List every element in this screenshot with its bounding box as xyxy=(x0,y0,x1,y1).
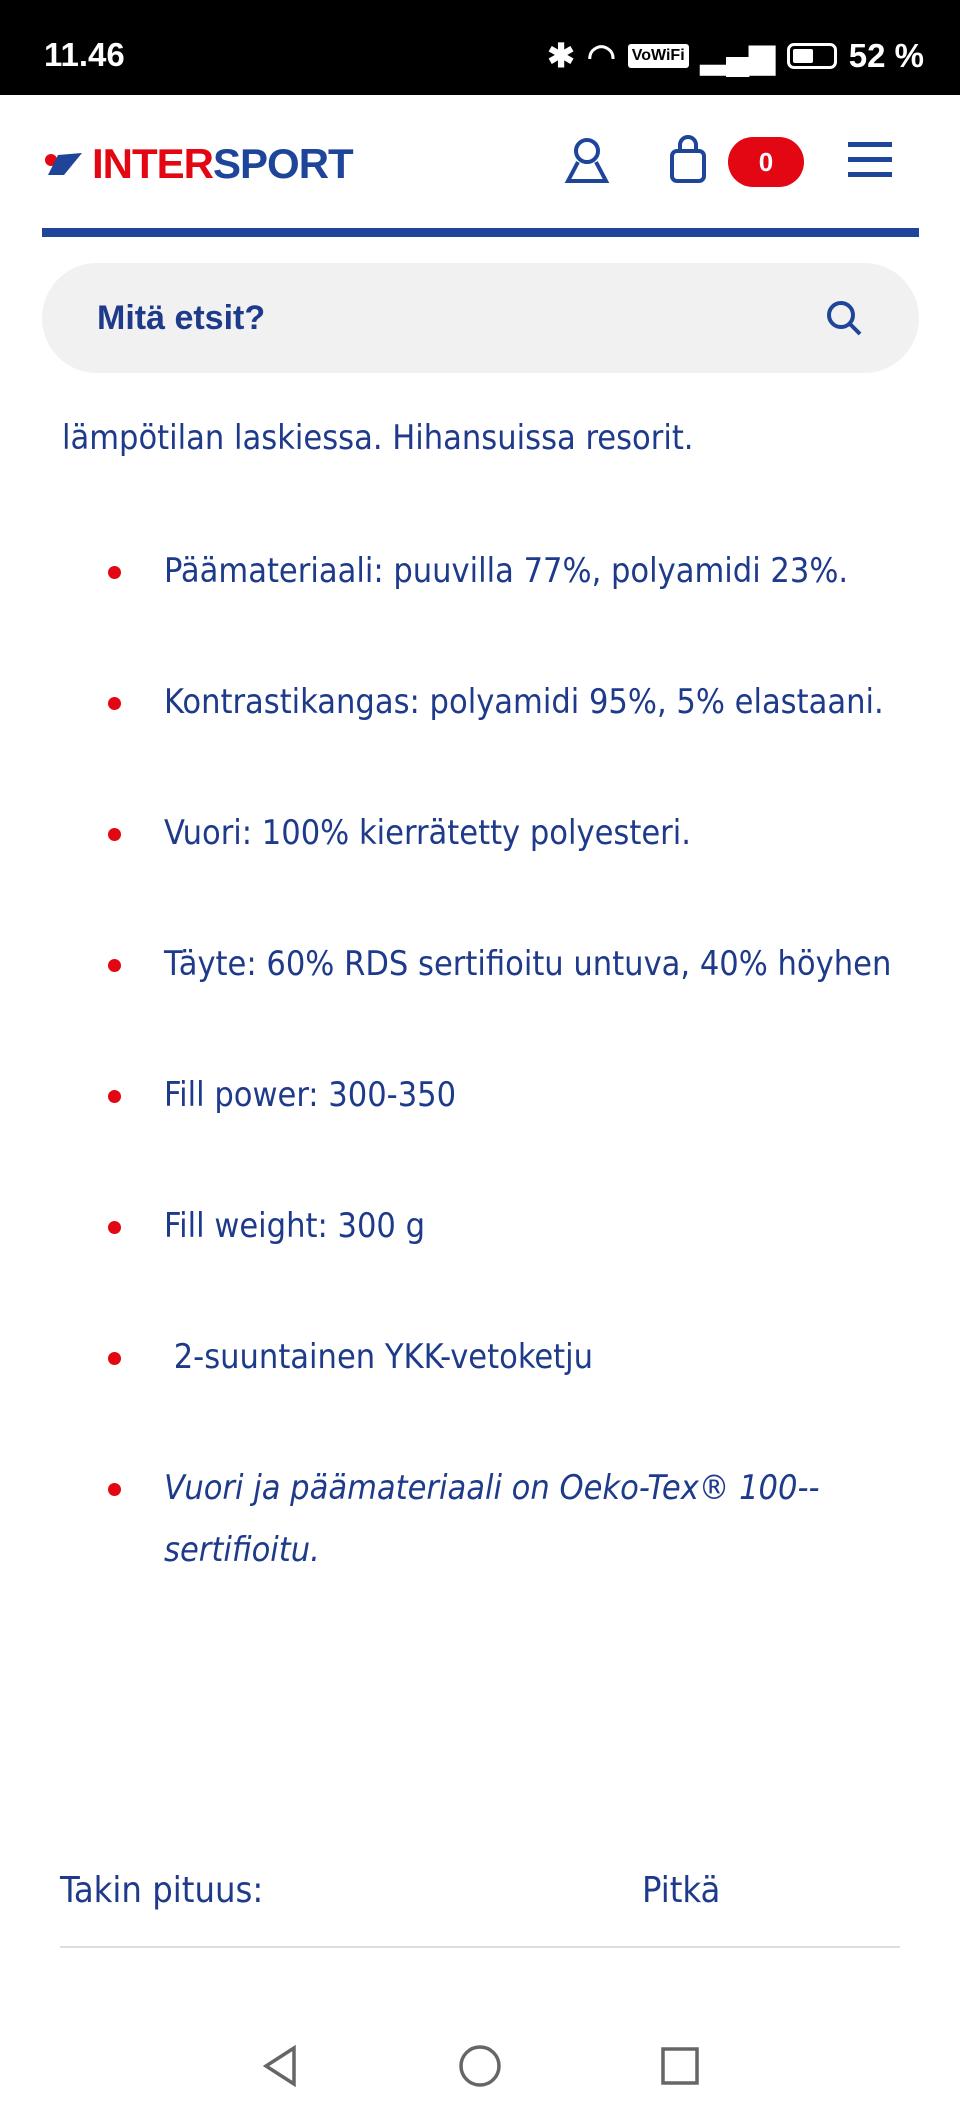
list-item: Päämateriaali: puuvilla 77%, polyamidi 23%. xyxy=(0,540,960,602)
vowifi-icon: VoWiFi xyxy=(628,44,689,68)
search-icon[interactable] xyxy=(824,298,864,338)
android-nav-bar xyxy=(0,2030,960,2118)
search-input[interactable] xyxy=(42,263,919,373)
search-placeholder: Mitä etsit? xyxy=(97,298,266,337)
list-item: Täyte: 60% RDS sertifioitu untuva, 40% höyhen xyxy=(0,933,960,995)
bullet-icon xyxy=(108,697,121,710)
battery-level: 52 % xyxy=(848,36,924,74)
list-item: Vuori: 100% kierrätetty polyesteri. xyxy=(0,802,960,864)
cart-icon[interactable] xyxy=(668,135,708,185)
back-icon[interactable] xyxy=(260,2044,300,2088)
cart-count-badge[interactable]: 0 xyxy=(728,137,804,187)
list-item: Fill power: 300-350 xyxy=(0,1064,960,1126)
spec-value: Pitkä xyxy=(642,1870,721,1911)
wifi-icon: ◠ xyxy=(586,37,616,74)
account-icon[interactable] xyxy=(562,135,612,185)
list-item: Vuori ja päämateriaali on Oeko-Tex® 100--sertifioitu. xyxy=(0,1457,960,1581)
spec-label: Takin pituus: xyxy=(60,1870,264,1911)
signal-icon: ▂▄▆ xyxy=(700,37,775,74)
bullet-icon xyxy=(108,1090,121,1103)
status-bar xyxy=(0,0,960,95)
home-icon[interactable] xyxy=(458,2044,502,2088)
bullet-icon xyxy=(108,959,121,972)
spec-row xyxy=(60,1870,900,1911)
intersport-logo[interactable]: INTER SPORT xyxy=(44,140,353,188)
logo-mark-icon xyxy=(44,151,84,177)
status-time: 11.46 xyxy=(44,36,125,73)
list-item: Kontrastikangas: polyamidi 95%, 5% elastaani. xyxy=(0,671,960,733)
feature-list xyxy=(0,540,960,1650)
bullet-icon xyxy=(108,1483,121,1496)
header-divider xyxy=(42,228,919,237)
bullet-icon xyxy=(108,1221,121,1234)
battery-icon xyxy=(787,43,837,69)
bullet-icon xyxy=(108,828,121,841)
recents-icon[interactable] xyxy=(660,2044,700,2088)
list-item: Fill weight: 300 g xyxy=(0,1195,960,1257)
bluetooth-icon: ✱ xyxy=(547,37,575,74)
menu-icon[interactable] xyxy=(848,142,892,178)
spec-divider xyxy=(60,1946,900,1948)
bullet-icon xyxy=(108,566,121,579)
list-item: 2-suuntainen YKK-vetoketju xyxy=(0,1326,960,1388)
bullet-icon xyxy=(108,1352,121,1365)
description-text: lämpötilan laskiessa. Hihansuissa resorit. xyxy=(62,418,694,458)
